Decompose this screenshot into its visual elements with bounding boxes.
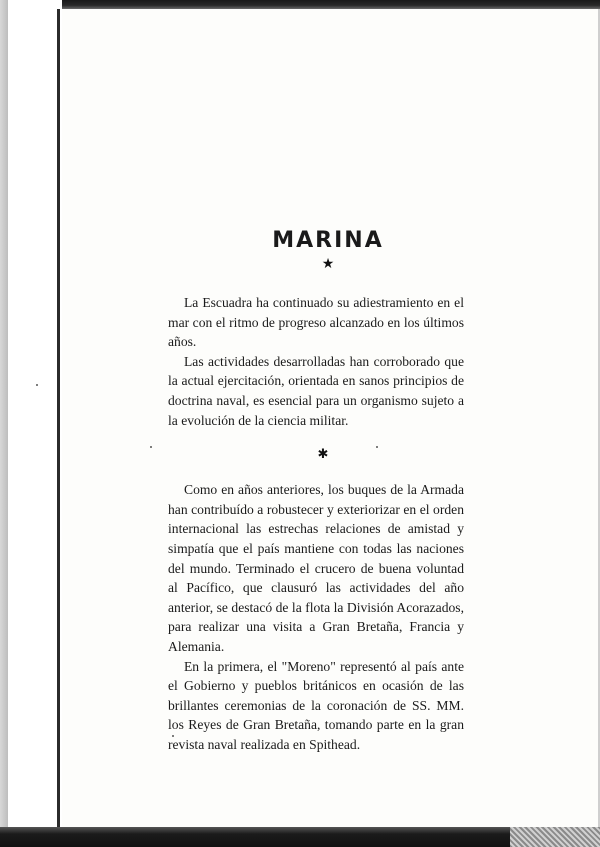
document-title: MARINA (272, 228, 384, 253)
scan-bottom-border (0, 827, 600, 847)
scan-left-border (0, 0, 62, 847)
scan-speck (150, 446, 152, 448)
scan-speck (376, 446, 378, 448)
paragraph: Como en años anteriores, los buques de la Armada han contribuído a robustecer y exteriorizar en el orden internacional las estrechas relaciones de amistad y simpatía que el país mantiene con todas las naciones del mundo. Terminado el crucero de buena voluntad al Pacífico, que clausuró las actividades del año anterior, se destacó de la flota la División Acorazados, para realizar una visita a Gran Bretaña, Francia y Alemania. (168, 482, 464, 654)
scan-speck (36, 384, 38, 386)
section-2 (168, 480, 464, 754)
scan-top-border (0, 0, 600, 9)
paragraph: Las actividades desarrolladas han corroborado que la actual ejercitación, orientada en sanos principios de doctrina naval, es esencial para un organismo sujeto a la evolución de la ciencia militar. (168, 353, 464, 428)
scan-speck (172, 735, 174, 737)
paragraph: En la primera, el "Moreno" representó al país ante el Gobierno y pueblos británicos en ocasión de las brillantes ceremonias de la coronación de SS. MM. los Reyes de Gran Bretaña, tomando parte en la gran revista naval realizada en Spithead. (168, 658, 464, 752)
section-1 (168, 293, 464, 430)
paragraph: La Escuadra ha continuado su adiestramiento en el mar con el ritmo de progreso alcanzado en los últimos años. (168, 295, 464, 350)
document-body (168, 228, 464, 754)
section-divider-ornament: ✱ (317, 446, 329, 462)
star-ornament: ★ (321, 257, 335, 272)
